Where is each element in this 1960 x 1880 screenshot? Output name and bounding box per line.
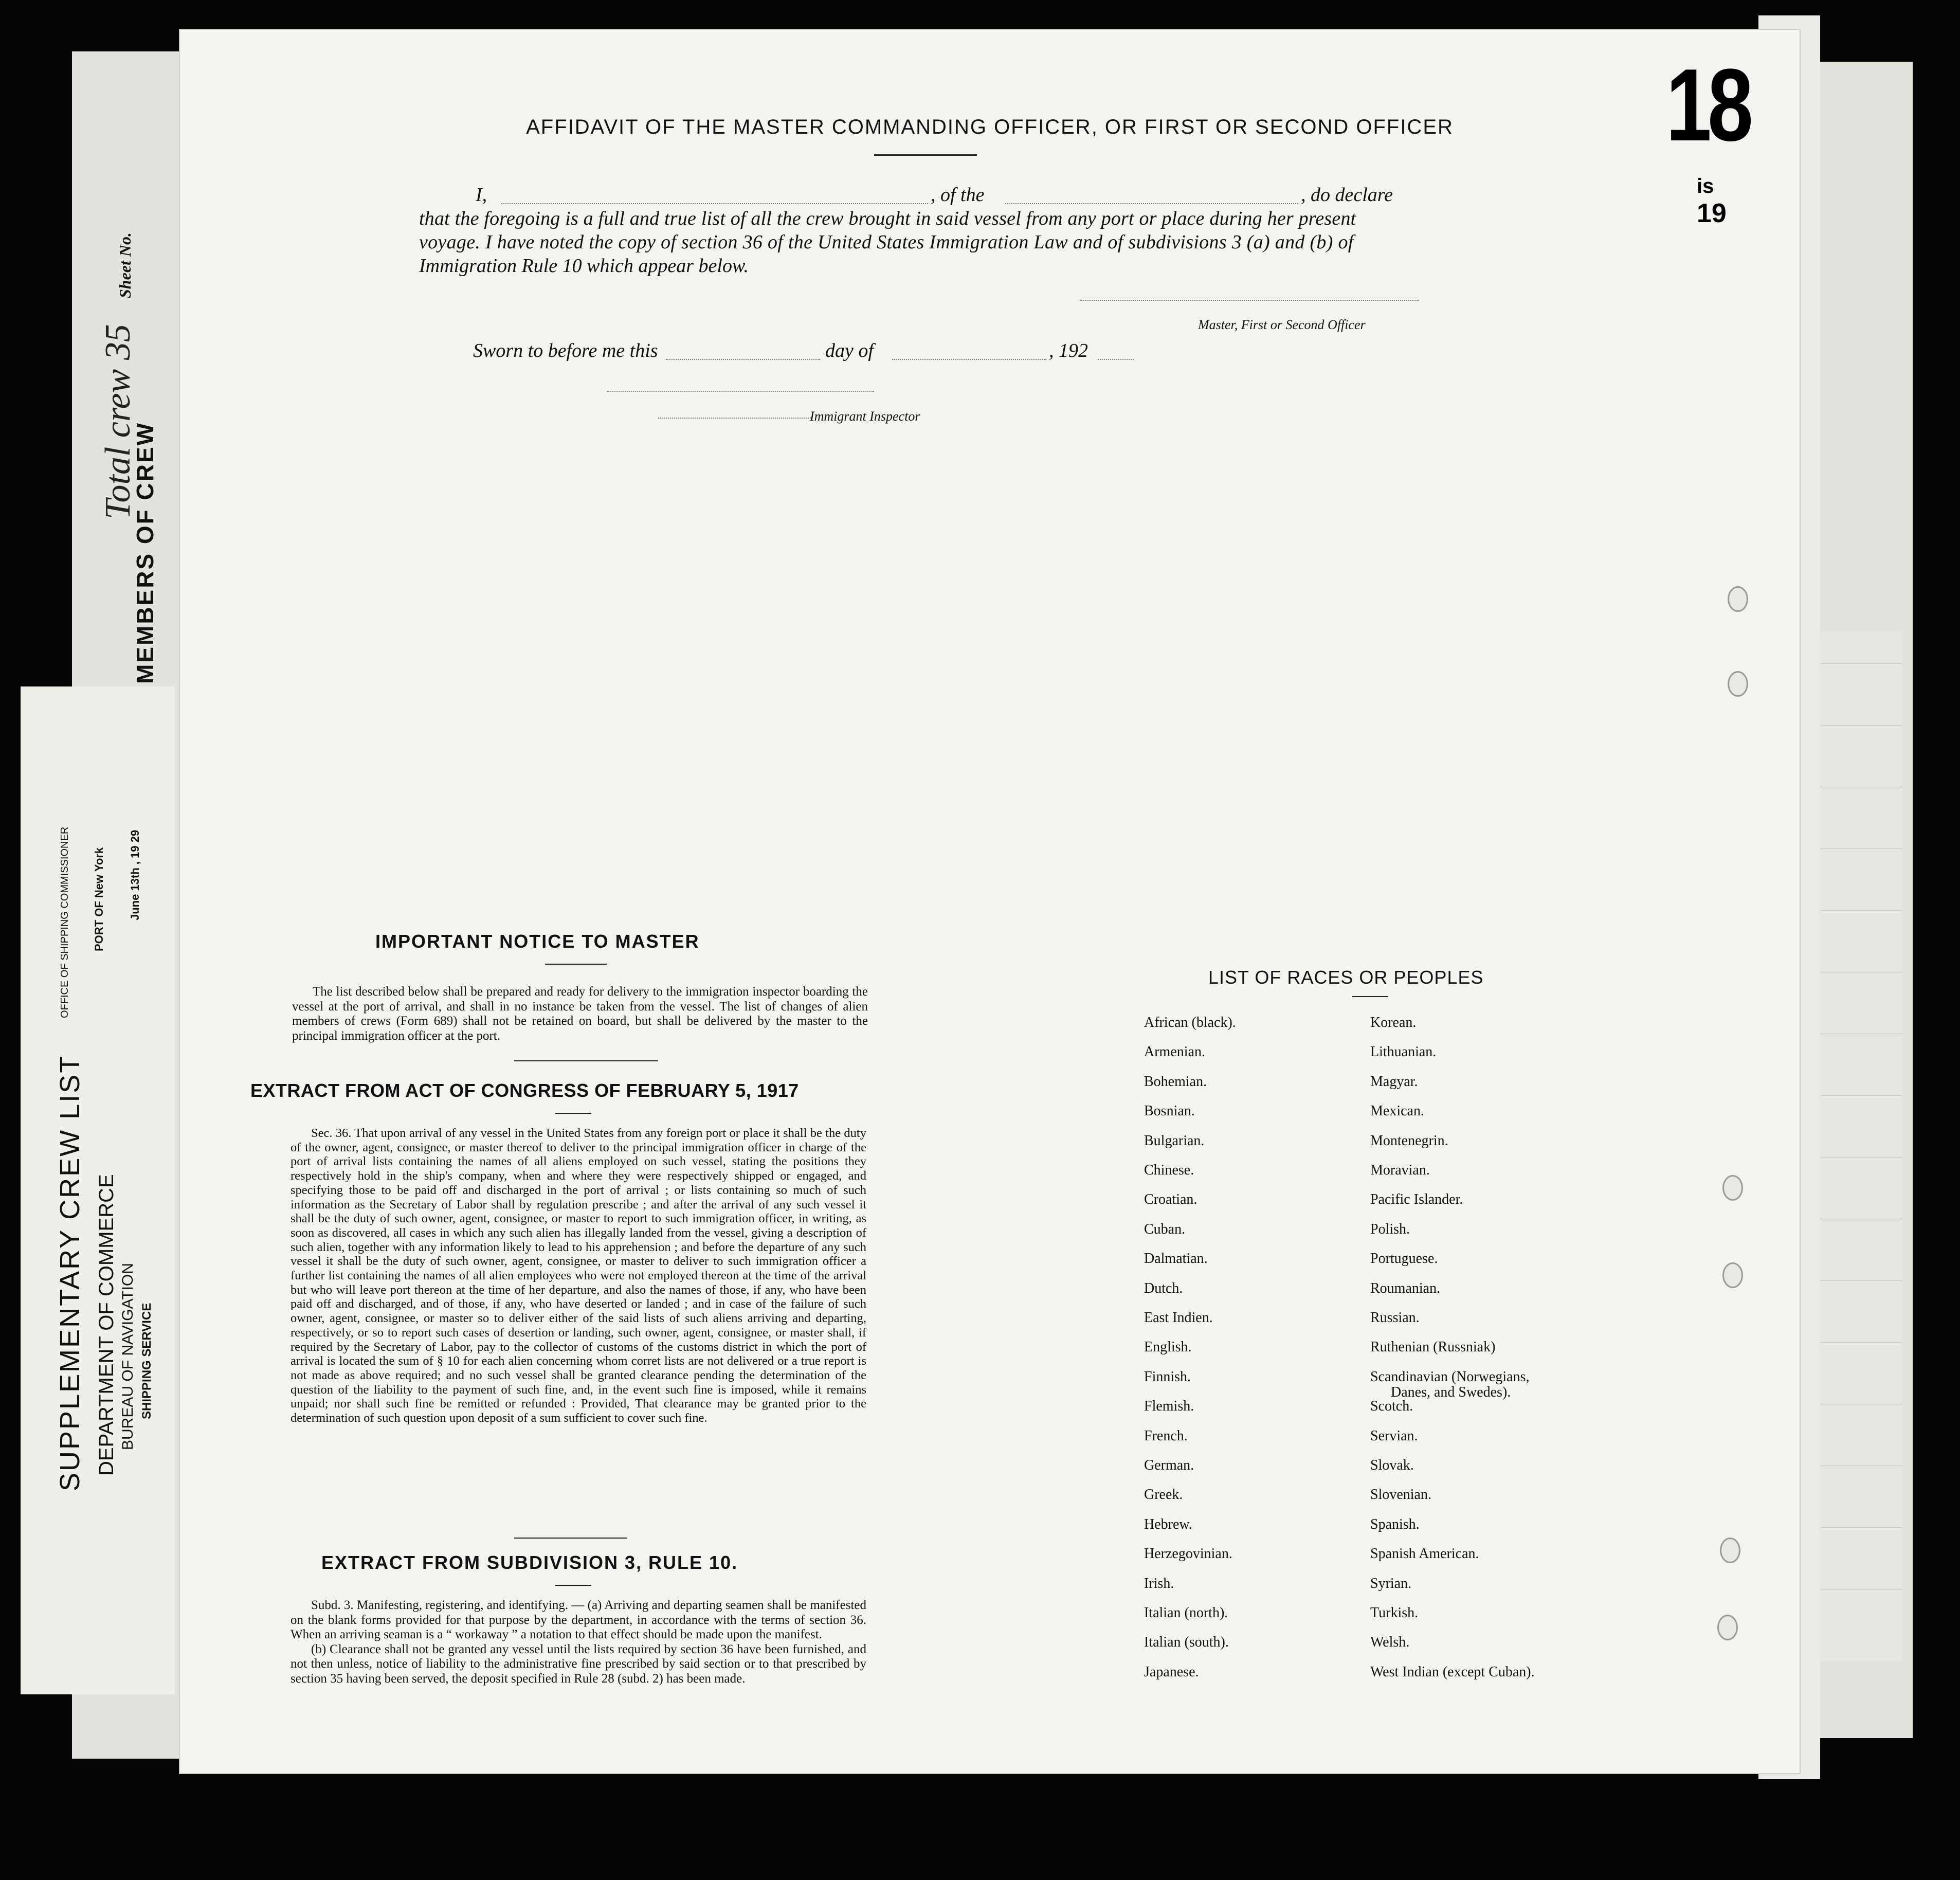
affidavit-line-3: voyage. I have noted the copy of section 36 of the United States Immigration Law and of subdivisions 3 (a) and (b) of bbox=[419, 231, 1354, 253]
extract-rule-rule bbox=[555, 1585, 591, 1586]
affidavit-line-2: that the foregoing is a full and true list of all the crew brought in said vessel from any port or place during her present bbox=[419, 208, 1356, 229]
stub-port: PORT OF New York bbox=[93, 847, 105, 951]
race-item: Korean. bbox=[1370, 1015, 1417, 1031]
extract-rule-title: EXTRACT FROM SUBDIVISION 3, RULE 10. bbox=[321, 1552, 738, 1573]
extract-act-rule bbox=[555, 1113, 591, 1114]
underlying-ledger-strip bbox=[1820, 632, 1902, 1661]
punch-hole bbox=[1728, 586, 1748, 612]
race-item: Italian (north). bbox=[1144, 1605, 1228, 1621]
officer-signature-label: Master, First or Second Officer bbox=[1198, 317, 1366, 332]
race-item: Hebrew. bbox=[1144, 1516, 1192, 1532]
race-item: Irish. bbox=[1144, 1575, 1174, 1592]
race-item: Chinese. bbox=[1144, 1162, 1194, 1178]
race-item: Danes, and Swedes). bbox=[1391, 1384, 1511, 1400]
race-item: Japanese. bbox=[1144, 1664, 1199, 1680]
race-item: Armenian. bbox=[1144, 1044, 1205, 1060]
race-item: Polish. bbox=[1370, 1221, 1410, 1237]
sheet-corner-number: 18 bbox=[1666, 48, 1749, 162]
stub-service: SHIPPING SERVICE bbox=[140, 1303, 154, 1419]
stub-office: OFFICE OF SHIPPING COMMISSIONER bbox=[59, 826, 70, 1018]
sworn-day-field[interactable] bbox=[666, 359, 820, 360]
race-item: German. bbox=[1144, 1457, 1194, 1473]
race-item: Syrian. bbox=[1370, 1575, 1412, 1592]
corner-sub-label: is bbox=[1697, 175, 1714, 197]
stub-title: SUPPLEMENTARY CREW LIST bbox=[55, 1054, 85, 1491]
race-item: Scandinavian (Norwegians, bbox=[1370, 1368, 1530, 1385]
punch-hole bbox=[1722, 1262, 1743, 1288]
race-item: African (black). bbox=[1144, 1015, 1236, 1031]
race-item: Roumanian. bbox=[1370, 1280, 1441, 1296]
rule-subdivision-a: Subd. 3. Manifesting, registering, and identifying. — (a) Arriving and departing seamen shall be manifested on the blank forms provided for that purpose by the department, in accordance with the terms of section 36. When an arriving seaman is a “ workaway ” a notation to that effect should be made upon the manifest. bbox=[291, 1598, 866, 1641]
rule-subdivision-b: (b) Clearance shall not be granted any vessel until the lists required by section 36 have been furnished, and not then unless, notice of liability to the administrative fine prescribed by said section or to that prescribed by section 35 having been served, the deposit specified in Rule 28 (subd. 2) has been made. bbox=[291, 1642, 866, 1686]
race-item: Greek. bbox=[1144, 1487, 1183, 1503]
punch-hole bbox=[1722, 1175, 1743, 1201]
race-item: Finnish. bbox=[1144, 1368, 1191, 1385]
notice-title-rule bbox=[545, 964, 607, 965]
punch-hole bbox=[1728, 671, 1748, 697]
inspector-signature-field-2[interactable] bbox=[658, 418, 812, 419]
race-item: Cuban. bbox=[1144, 1221, 1186, 1237]
notice-divider bbox=[514, 1060, 658, 1061]
section-36-paragraph: Sec. 36. That upon arrival of any vessel in the United States from any foreign port or place it shall be the duty of the owner, agent, consignee, or master thereof to deliver to the principal immigration officer in charge of the port of arrival lists containing the names of all aliens employed on such vessel, stating the positions they respectively hold in the ship's company, when and where they were respectively shipped or engaged, and specifying those to be paid off and discharged in the port of arrival ; or lists containing so much of such information as the Secretary of Labor shall by regulation prescribe ; and after the arrival of any such vessel it shall be the duty of such owner, agent, consignee, or master to report to such immigration officer, in writing, as soon as discovered, all cases in which any such alien has illegally landed from the vessel, giving a description of such alien, together with any information likely to lead to his apprehension ; and before the departure of any such vessel it shall be the duty of such owner, agent, consignee, or master to deliver to such immigration officer a further list containing the names of all alien employees who were not employed thereon at the time of the arrival but who will leave port thereon at the time of her departure, and also the names of those, if any, who have been paid off and discharged, and of those, if any, who have deserted or landed ; and in case of the failure of such owner, agent, consignee, or master so to deliver either of the said lists of such aliens arriving and departing, respectively, or so to report such cases of desertion or landing, such owner, agent, consignee, or master shall, if required by the Secretary of Labor, pay to the collector of customs of the customs district in which the port of arrival is located the sum of § 10 for each alien concerning whom corret lists are not delivered or a true report is not made as above required; and no such vessel shall be granted clearance pending the determination of the question of the liability to the payment of such fine, and, in the event such fine is imposed, while it remains unpaid; nor shall such fine be remitted or refunded : Provided, That clearance may be granted prior to the determination of such question upon deposit of a sum sufficient to cover such fine. bbox=[291, 1126, 866, 1425]
race-item: Herzegovinian. bbox=[1144, 1546, 1232, 1562]
races-title: LIST OF RACES OR PEOPLES bbox=[1208, 967, 1484, 988]
race-item: Bohemian. bbox=[1144, 1073, 1207, 1090]
race-item: Magyar. bbox=[1370, 1073, 1418, 1090]
race-item: Pacific Islander. bbox=[1370, 1191, 1463, 1208]
race-item: Flemish. bbox=[1144, 1398, 1194, 1415]
notice-paragraph: The list described below shall be prepared and ready for delivery to the immigration inspector boarding the vessel at the port of arrival, and shall in no instance be taken from the vessel. The list of changes of alien members of crews (Form 689) shall not be retained on board, but shall be delivered by the master to the principal immigration officer at the port. bbox=[292, 985, 868, 1043]
stub-date: June 13th , 19 29 bbox=[129, 829, 141, 920]
race-item: Turkish. bbox=[1370, 1605, 1419, 1621]
race-item: Dutch. bbox=[1144, 1280, 1183, 1296]
race-item: Montenegrin. bbox=[1370, 1132, 1448, 1149]
race-item: Portuguese. bbox=[1370, 1251, 1438, 1267]
race-item: Slovak. bbox=[1370, 1457, 1414, 1473]
sworn-year-text: , 192 bbox=[1049, 340, 1088, 361]
notice-title: IMPORTANT NOTICE TO MASTER bbox=[375, 931, 700, 952]
sworn-month-field[interactable] bbox=[892, 359, 1046, 360]
vessel-name-field[interactable] bbox=[1005, 203, 1298, 204]
handwritten-crew-total: Total crew 35 bbox=[98, 324, 138, 519]
race-item: Moravian. bbox=[1370, 1162, 1430, 1178]
race-item: Dalmatian. bbox=[1144, 1251, 1208, 1267]
sworn-text: Sworn to before me this bbox=[473, 340, 658, 361]
inspector-signature-field[interactable] bbox=[607, 391, 874, 392]
affidavit-i: I, bbox=[476, 184, 487, 206]
race-item: Servian. bbox=[1370, 1427, 1418, 1444]
race-item: West Indian (except Cuban). bbox=[1370, 1664, 1535, 1680]
race-item: Russian. bbox=[1370, 1310, 1420, 1326]
notice-text bbox=[292, 985, 868, 1043]
affidavit-of-the: , of the bbox=[931, 184, 985, 206]
race-item: Italian (south). bbox=[1144, 1634, 1229, 1651]
day-of-text: day of bbox=[825, 340, 874, 361]
sworn-year-field[interactable] bbox=[1098, 359, 1134, 360]
race-item: English. bbox=[1144, 1339, 1192, 1355]
race-item: Slovenian. bbox=[1370, 1487, 1431, 1503]
extract-act-divider bbox=[514, 1538, 627, 1539]
race-item: French. bbox=[1144, 1427, 1188, 1444]
affidavit-title: AFFIDAVIT OF THE MASTER COMMANDING OFFICER, OR FIRST OR SECOND OFFICER bbox=[526, 116, 1454, 138]
punch-hole bbox=[1717, 1615, 1738, 1640]
race-item: Lithuanian. bbox=[1370, 1044, 1437, 1060]
stub-dept: DEPARTMENT OF COMMERCE bbox=[95, 1174, 118, 1476]
extract-act-text bbox=[291, 1126, 866, 1425]
extract-act-title: EXTRACT FROM ACT OF CONGRESS OF FEBRUARY 5, 1917 bbox=[250, 1080, 799, 1101]
sheet-number-label: Sheet No. bbox=[116, 232, 134, 298]
race-item: Bosnian. bbox=[1144, 1103, 1195, 1119]
affidavit-line-4: Immigration Rule 10 which appear below. bbox=[419, 255, 749, 277]
race-item: Ruthenian (Russniak) bbox=[1370, 1339, 1496, 1355]
race-item: Spanish American. bbox=[1370, 1546, 1479, 1562]
race-item: East Indien. bbox=[1144, 1310, 1213, 1326]
members-of-crew-label: MEMBERS OF CREW bbox=[132, 421, 158, 684]
affidavit-page bbox=[180, 30, 1800, 1773]
affidavit-title-rule bbox=[874, 154, 977, 156]
stub-bureau: BUREAU OF NAVIGATION bbox=[119, 1263, 136, 1450]
officer-signature-field[interactable] bbox=[1080, 300, 1419, 301]
extract-rule-text bbox=[291, 1598, 866, 1686]
race-item: Bulgarian. bbox=[1144, 1132, 1205, 1149]
race-item: Mexican. bbox=[1370, 1103, 1424, 1119]
officer-name-field[interactable] bbox=[501, 203, 928, 204]
races-title-rule bbox=[1352, 996, 1388, 997]
corner-sub-number: 19 bbox=[1697, 198, 1727, 228]
punch-hole bbox=[1720, 1538, 1740, 1563]
affidavit-do-declare: , do declare bbox=[1301, 184, 1393, 206]
race-item: Welsh. bbox=[1370, 1634, 1410, 1651]
race-item: Croatian. bbox=[1144, 1191, 1197, 1208]
race-item: Spanish. bbox=[1370, 1516, 1420, 1532]
inspector-label: Immigrant Inspector bbox=[810, 409, 920, 424]
race-item: Scotch. bbox=[1370, 1398, 1413, 1415]
